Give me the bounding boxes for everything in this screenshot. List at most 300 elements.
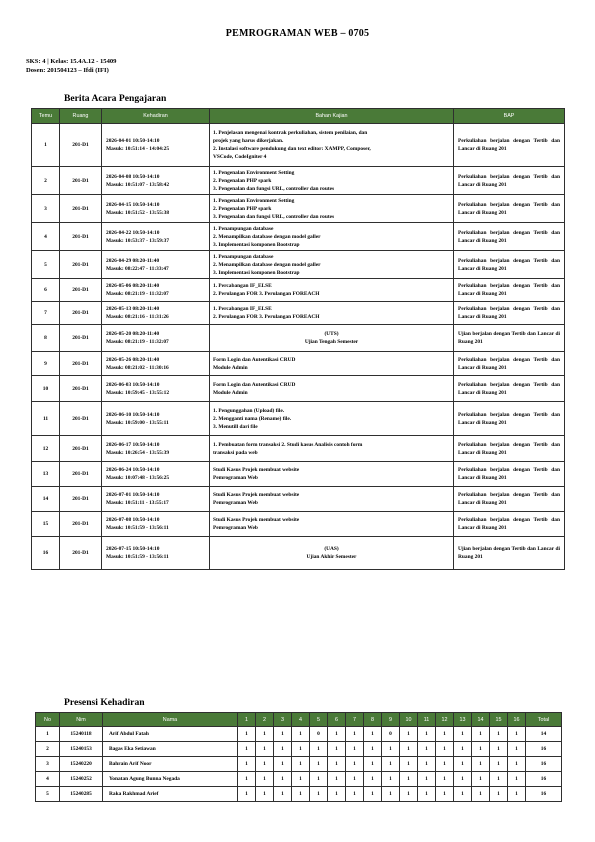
temu-cell: 15 [32,512,60,537]
temu-cell: 4 [32,223,60,251]
bahan-line: Module Admin [213,364,248,371]
presence-mark: 1 [382,772,400,787]
presence-mark: 1 [508,757,526,772]
attendance-table [35,712,562,802]
ruang-cell: 201-D1 [60,279,102,302]
kehadiran-cell [102,512,210,537]
attendance-row [36,742,562,757]
checkin-line: Masuk: 10:59:45 - 13:55:12 [106,389,170,396]
schedule-line: 2026-04-22 10:50-14:10 [106,229,160,236]
bap-cell: Perkuliahan berjalan dengan Tertib dan Lancar di Ruang 201 [454,251,565,279]
bap-row [32,487,565,512]
presence-mark: 1 [418,787,436,802]
presence-mark: 1 [364,727,382,742]
bahan-line: Studi Kasus Projek membuat website [213,517,300,523]
kehadiran-cell [102,487,210,512]
presence-mark: 1 [364,757,382,772]
bap-cell: Perkuliahan berjalan dengan Tertib dan Lancar di Ruang 201 [454,124,565,167]
presence-mark: 1 [418,772,436,787]
attendance-col-header: 3 [274,713,292,727]
bahan-line: 2. Instalasi software pendukung dan text editor: XAMPP, Composer, [213,146,371,152]
bap-row [32,537,565,570]
ruang-cell: 201-D1 [60,402,102,436]
bap-cell: Ujian berjalan dengan Tertib dan Lancar di Ruang 201 [454,325,565,352]
bahan-kajian-cell [210,279,454,302]
total-cell: 16 [526,742,562,757]
temu-cell: 11 [32,402,60,436]
kehadiran-cell [102,376,210,402]
presence-mark: 1 [418,742,436,757]
attendance-section-title: Presensi Kehadiran [64,697,145,708]
presence-mark: 1 [436,787,454,802]
schedule-line: 2026-06-10 10:50-14:10 [106,411,160,418]
presence-mark: 1 [292,787,310,802]
bahan-line: 3. Menutill dari file [213,423,258,430]
presence-mark: 1 [328,757,346,772]
presence-mark: 1 [310,772,328,787]
attendance-col-header: Total [526,713,562,727]
bap-section-title: Berita Acara Pengajaran [64,93,167,104]
schedule-line: 2026-05-13 08:20-11:40 [106,306,160,312]
bahan-kajian-cell [210,537,454,570]
presence-mark: 1 [328,787,346,802]
presence-mark: 1 [454,727,472,742]
presence-mark: 1 [274,787,292,802]
presence-mark: 1 [508,742,526,757]
checkin-line: Masuk: 08:21:19 - 11:32:07 [106,339,169,345]
bahan-kajian-cell [210,302,454,325]
presence-mark: 0 [382,727,400,742]
presence-mark: 1 [292,727,310,742]
presence-mark: 1 [274,757,292,772]
no-cell: 1 [36,727,60,742]
schedule-line: 2026-04-15 10:50-14:10 [106,201,160,208]
presence-mark: 1 [490,772,508,787]
col-temu: Temu [32,109,60,124]
attendance-col-header: 9 [382,713,400,727]
bap-row [32,376,565,402]
bap-cell: Perkuliahan berjalan dengan Tertib dan Lancar di Ruang 201 [454,436,565,462]
schedule-line: 2026-05-26 08:20-11:40 [106,356,160,363]
nama-cell: Yonatan Agung Bunna Negada [103,772,238,787]
attendance-col-header: 1 [238,713,256,727]
ruang-cell: 201-D1 [60,124,102,167]
bahan-line: 1. Penampungan database [213,225,274,232]
presence-mark: 1 [292,742,310,757]
presence-mark: 1 [328,772,346,787]
kehadiran-cell [102,195,210,223]
temu-cell: 5 [32,251,60,279]
bahan-line: Studi Kasus Projek membuat website [213,492,300,498]
presence-mark: 1 [508,727,526,742]
presence-mark: 1 [472,727,490,742]
ruang-cell: 201-D1 [60,512,102,537]
attendance-col-header: 11 [418,713,436,727]
bahan-kajian-cell [210,167,454,195]
presence-mark: 1 [436,772,454,787]
attendance-row [36,727,562,742]
nama-cell: Raka Rakhmad Arief [103,787,238,802]
course-meta [26,57,116,75]
bahan-line: 3. Implementasi komponen Bootstrap [213,269,300,276]
bap-cell: Perkuliahan berjalan dengan Tertib dan Lancar di Ruang 201 [454,512,565,537]
presence-mark: 1 [400,727,418,742]
temu-cell: 2 [32,167,60,195]
ruang-cell: 201-D1 [60,376,102,402]
attendance-col-header: 13 [454,713,472,727]
presence-mark: 1 [346,757,364,772]
ruang-cell: 201-D1 [60,487,102,512]
checkin-line: Masuk: 08:22:47 - 11:33:47 [106,265,169,272]
kehadiran-cell [102,302,210,325]
ruang-cell: 201-D1 [60,352,102,376]
bahan-line: Module Admin [213,389,248,396]
presence-mark: 1 [400,757,418,772]
bahan-line: 1. Pengenalan Environment Setting [213,169,295,176]
presence-mark: 1 [274,727,292,742]
presence-mark: 1 [256,772,274,787]
schedule-line: 2026-07-01 10:50-14:10 [106,492,160,498]
presence-mark: 1 [256,787,274,802]
presence-mark: 0 [310,727,328,742]
checkin-line: Masuk: 10:51:59 - 13:56:11 [106,525,169,531]
bap-cell: Perkuliahan berjalan dengan Tertib dan Lancar di Ruang 201 [454,223,565,251]
checkin-line: Masuk: 10:51:14 - 14:04:25 [106,146,170,152]
presence-mark: 1 [364,772,382,787]
checkin-line: Masuk: 10:07:48 - 13:56:25 [106,475,170,481]
bahan-kajian-cell [210,402,454,436]
presence-mark: 1 [328,727,346,742]
presence-mark: 1 [256,742,274,757]
attendance-row [36,787,562,802]
bap-row [32,462,565,487]
bahan-line: projek yang harus dikerjakan. [213,138,284,144]
presence-mark: 1 [508,787,526,802]
schedule-line: 2026-05-20 08:20-11:40 [106,331,160,337]
bahan-line: transaksi pada web [213,449,258,456]
bap-row [32,279,565,302]
bap-table [31,108,565,570]
bahan-line: 2. Menampilkan database dengan model galler [213,261,321,268]
checkin-line: Masuk: 10:51:59 - 13:56:11 [106,554,169,560]
checkin-line: Masuk: 10:59:00 - 13:55:11 [106,419,169,426]
presence-mark: 1 [346,742,364,757]
bahan-line: Ujian Akhir Semester [306,554,357,560]
kehadiran-cell [102,402,210,436]
schedule-line: 2026-04-29 08:20-11:40 [106,257,160,264]
bahan-line: 3. Pengenalan dan fungsi URL, controller dan routes [213,185,335,192]
temu-cell: 6 [32,279,60,302]
ruang-cell: 201-D1 [60,436,102,462]
checkin-line: Masuk: 08:21:19 - 11:32:07 [106,291,169,297]
nim-cell: 15240118 [60,727,103,742]
schedule-line: 2026-06-24 10:50-14:10 [106,467,160,473]
bahan-kajian-cell [210,251,454,279]
total-cell: 16 [526,787,562,802]
bap-cell: Perkuliahan berjalan dengan Tertib dan Lancar di Ruang 201 [454,462,565,487]
presence-mark: 1 [328,742,346,757]
presence-mark: 1 [490,727,508,742]
nama-cell: Arif Abdul Fatah [103,727,238,742]
col-bahan-kajian: Bahan Kajian [210,109,454,124]
attendance-row [36,757,562,772]
bap-row [32,512,565,537]
temu-cell: 1 [32,124,60,167]
presence-mark: 1 [436,742,454,757]
bahan-line: Pemrograman Web [213,525,258,531]
bahan-line: Pemrograman Web [213,475,258,481]
kehadiran-cell [102,436,210,462]
no-cell: 4 [36,772,60,787]
ruang-cell: 201-D1 [60,302,102,325]
presence-mark: 1 [292,757,310,772]
bap-row [32,352,565,376]
bahan-line: 2. Pengenalan PHP spark [213,177,272,184]
presence-mark: 1 [274,742,292,757]
presence-mark: 1 [310,787,328,802]
attendance-col-header: 16 [508,713,526,727]
presence-mark: 1 [346,772,364,787]
attendance-col-header: 2 [256,713,274,727]
attendance-col-header: 12 [436,713,454,727]
bahan-line: 3. Implementasi komponen Bootstrap [213,241,300,248]
ruang-cell: 201-D1 [60,167,102,195]
attendance-header-row [36,713,562,727]
bap-cell: Perkuliahan berjalan dengan Tertib dan Lancar di Ruang 201 [454,487,565,512]
bahan-line: VSCode, CodeIgniter 4 [213,154,267,160]
bap-row [32,195,565,223]
bahan-line: Studi Kasus Projek membuat website [213,467,300,473]
bahan-line: Ujian Tengah Semester [304,339,359,345]
schedule-line: 2026-07-08 10:50-14:10 [106,517,160,523]
attendance-col-header: Nama [103,713,238,727]
presence-mark: 1 [472,757,490,772]
presence-mark: 1 [238,727,256,742]
bap-row [32,124,565,167]
bahan-line: (UTS) [324,331,339,337]
presence-mark: 1 [238,757,256,772]
bahan-kajian-cell [210,436,454,462]
bap-row [32,251,565,279]
nim-cell: 15240252 [60,772,103,787]
temu-cell: 12 [32,436,60,462]
nama-cell: Bagas Eka Setiawan [103,742,238,757]
bap-row [32,223,565,251]
temu-cell: 7 [32,302,60,325]
nim-cell: 15240285 [60,787,103,802]
presence-mark: 1 [346,787,364,802]
checkin-line: Masuk: 10:51:52 - 13:55:38 [106,209,170,216]
presence-mark: 1 [490,742,508,757]
bahan-line: 2. Perulangan FOR 3. Perulangan FOREACH [213,291,320,297]
attendance-col-header: 5 [310,713,328,727]
bap-row [32,167,565,195]
bahan-kajian-cell [210,195,454,223]
bahan-line: 1. Pembuatan form transaksi 2. Studi kasus Analisis contoh form [213,441,363,448]
bap-cell: Perkuliahan berjalan dengan Tertib dan Lancar di Ruang 201 [454,167,565,195]
total-cell: 16 [526,772,562,787]
col-bap: BAP [454,109,565,124]
bahan-kajian-cell [210,487,454,512]
temu-cell: 14 [32,487,60,512]
schedule-line: 2026-07-15 10:50-14:10 [106,546,160,552]
kehadiran-cell [102,124,210,167]
presence-mark: 1 [400,772,418,787]
presence-mark: 1 [472,772,490,787]
attendance-col-header: Nim [60,713,103,727]
bahan-kajian-cell [210,512,454,537]
no-cell: 2 [36,742,60,757]
kehadiran-cell [102,325,210,352]
bahan-line: Form Login dan Autentikasi CRUD [213,381,296,388]
attendance-col-header: No [36,713,60,727]
presence-mark: 1 [382,757,400,772]
bahan-kajian-cell [210,124,454,167]
presence-mark: 1 [454,742,472,757]
bap-row [32,436,565,462]
attendance-col-header: 10 [400,713,418,727]
ruang-cell: 201-D1 [60,251,102,279]
course-sks-kelas: SKS: 4 | Kelas: 15.4A.12 - 15409 [26,58,117,65]
bahan-line: 1. Penampungan database [213,253,274,260]
bahan-kajian-cell [210,352,454,376]
bahan-line: 2. Pengenalan PHP spark [213,205,272,212]
attendance-row [36,772,562,787]
attendance-col-header: 6 [328,713,346,727]
temu-cell: 16 [32,537,60,570]
bahan-line: 2. Perulangan FOR 3. Perulangan FOREACH [213,314,320,320]
temu-cell: 9 [32,352,60,376]
nim-cell: 15240220 [60,757,103,772]
presence-mark: 1 [364,742,382,757]
presence-mark: 1 [418,757,436,772]
bap-cell: Perkuliahan berjalan dengan Tertib dan Lancar di Ruang 201 [454,302,565,325]
bahan-kajian-cell [210,376,454,402]
presence-mark: 1 [256,757,274,772]
page-title: PEMROGRAMAN WEB – 0705 [225,28,370,39]
ruang-cell: 201-D1 [60,462,102,487]
kehadiran-cell [102,352,210,376]
presence-mark: 1 [490,787,508,802]
bahan-line: 1. Percabangan IF_ELSE [213,283,272,289]
presence-mark: 1 [256,727,274,742]
bap-cell: Perkuliahan berjalan dengan Tertib dan Lancar di Ruang 201 [454,402,565,436]
attendance-col-header: 14 [472,713,490,727]
kehadiran-cell [102,223,210,251]
checkin-line: Masuk: 10:53:37 - 13:59:37 [106,237,170,244]
bahan-line: 1. Pengenalan Environment Setting [213,197,295,204]
checkin-line: Masuk: 08:21:02 - 11:30:16 [106,364,169,371]
nama-cell: Bahrain Arif Noor [103,757,238,772]
schedule-line: 2026-04-01 10:50-14:10 [106,138,160,144]
schedule-line: 2026-05-06 08:20-11:40 [106,283,160,289]
bahan-line: 3. Pengenalan dan fungsi URL, controller dan routes [213,213,335,220]
checkin-line: Masuk: 10:51:11 - 13:55:17 [106,500,169,506]
bap-row [32,402,565,436]
bap-row [32,302,565,325]
bap-cell: Perkuliahan berjalan dengan Tertib dan Lancar di Ruang 201 [454,376,565,402]
attendance-col-header: 7 [346,713,364,727]
bahan-kajian-cell [210,462,454,487]
presence-mark: 1 [472,742,490,757]
presence-mark: 1 [238,742,256,757]
bahan-line: Pemrograman Web [213,500,258,506]
presence-mark: 1 [400,787,418,802]
presence-mark: 1 [310,742,328,757]
checkin-line: Masuk: 08:21:16 - 11:31:26 [106,314,169,320]
presence-mark: 1 [346,727,364,742]
ruang-cell: 201-D1 [60,537,102,570]
checkin-line: Masuk: 10:51:07 - 13:58:42 [106,181,170,188]
presence-mark: 1 [292,772,310,787]
bahan-line: 1. Penjelasan mengenai kontrak perkuliahan, sistem penilaian, dan [213,130,368,136]
bap-header-row [32,109,565,124]
checkin-line: Masuk: 10:26:54 - 13:55:39 [106,449,170,456]
bahan-line: 1. Percabangan IF_ELSE [213,306,272,312]
presence-mark: 1 [436,727,454,742]
presence-mark: 1 [418,727,436,742]
bap-cell: Perkuliahan berjalan dengan Tertib dan Lancar di Ruang 201 [454,279,565,302]
schedule-line: 2026-04-08 10:50-14:10 [106,173,160,180]
presence-mark: 1 [454,772,472,787]
temu-cell: 8 [32,325,60,352]
bahan-line: 2. Mengganti nama (Rename) file. [213,415,292,422]
bap-cell: Perkuliahan berjalan dengan Tertib dan Lancar di Ruang 201 [454,195,565,223]
presence-mark: 1 [310,757,328,772]
presence-mark: 1 [454,787,472,802]
total-cell: 14 [526,727,562,742]
no-cell: 3 [36,757,60,772]
presence-mark: 1 [454,757,472,772]
ruang-cell: 201-D1 [60,195,102,223]
nim-cell: 15240153 [60,742,103,757]
bahan-line: 2. Menampilkan database dengan model galler [213,233,321,240]
temu-cell: 13 [32,462,60,487]
kehadiran-cell [102,167,210,195]
schedule-line: 2026-06-03 10:50-14:10 [106,381,160,388]
ruang-cell: 201-D1 [60,223,102,251]
no-cell: 5 [36,787,60,802]
bahan-line: 1. Pengunggahan (Upload) file. [213,407,285,414]
attendance-col-header: 8 [364,713,382,727]
attendance-col-header: 4 [292,713,310,727]
presence-mark: 1 [436,757,454,772]
schedule-line: 2026-06-17 10:50-14:10 [106,441,160,448]
presence-mark: 1 [400,742,418,757]
temu-cell: 3 [32,195,60,223]
presence-mark: 1 [472,787,490,802]
presence-mark: 1 [382,787,400,802]
presence-mark: 1 [508,772,526,787]
kehadiran-cell [102,279,210,302]
temu-cell: 10 [32,376,60,402]
bahan-kajian-cell [210,325,454,352]
total-cell: 16 [526,757,562,772]
attendance-col-header: 15 [490,713,508,727]
presence-mark: 1 [364,787,382,802]
kehadiran-cell [102,537,210,570]
presence-mark: 1 [238,772,256,787]
kehadiran-cell [102,462,210,487]
col-ruang: Ruang [60,109,102,124]
ruang-cell: 201-D1 [60,325,102,352]
presence-mark: 1 [238,787,256,802]
bap-cell: Ujian berjalan dengan Tertib dan Lancar di Ruang 201 [454,537,565,570]
presence-mark: 1 [274,772,292,787]
col-kehadiran: Kehadiran [102,109,210,124]
bahan-kajian-cell [210,223,454,251]
presence-mark: 1 [490,757,508,772]
